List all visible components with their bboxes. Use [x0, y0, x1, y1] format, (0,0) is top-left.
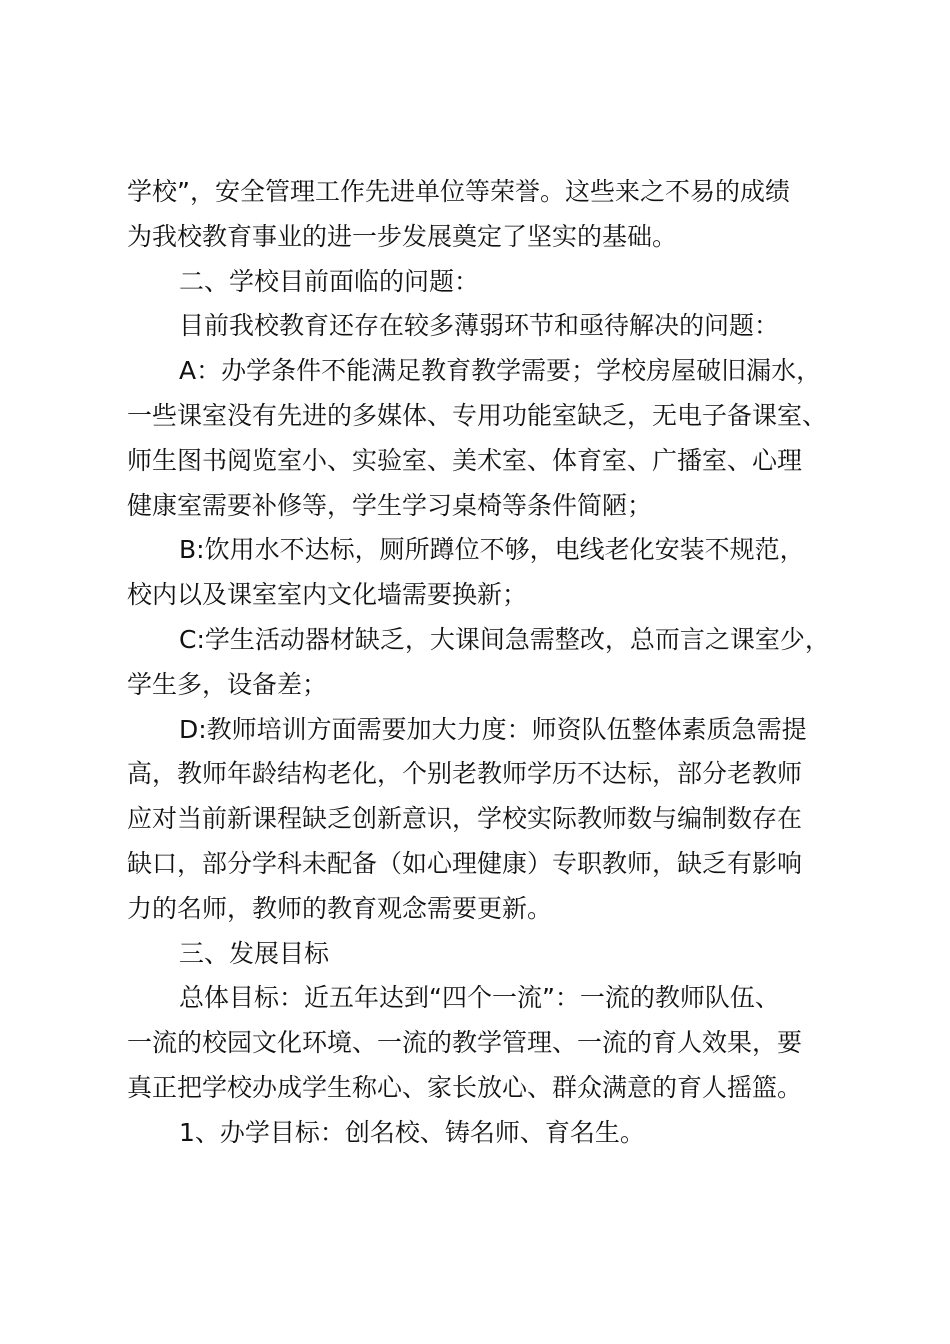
text-line: 真正把学校办成学生称心、家长放心、群众满意的育人摇篮。: [127, 1072, 803, 1102]
text-line: 1、办学目标：创名校、铸名师、育名生。: [179, 1117, 645, 1147]
text-line: 应对当前新课程缺乏创新意识，学校实际教师数与编制数存在: [127, 804, 803, 834]
text-line: 学校”，安全管理工作先进单位等荣誉。这些来之不易的成绩: [127, 177, 790, 206]
text-line: 缺口，部分学科未配备（如心理健康）专职教师，缺乏有影响: [127, 848, 803, 878]
document-body: [127, 170, 842, 1156]
text-line: 健康室需要补修等，学生学习桌椅等条件简陋；: [127, 490, 653, 520]
text-line: 一流的校园文化环境、一流的教学管理、一流的育人效果，要: [127, 1028, 803, 1058]
text-line: 学生多，设备差；: [127, 669, 328, 699]
text-line: 力的名师，教师的教育观念需要更新。: [127, 893, 553, 923]
text-line: 目前我校教育还存在较多薄弱环节和亟待解决的问题：: [179, 311, 780, 341]
text-line: A：办学条件不能满足教育教学需要；学校房屋破旧漏水，: [179, 356, 822, 386]
section-heading: 二、学校目前面临的问题：: [179, 266, 480, 296]
text-line: D:教师培训方面需要加大力度：师资队伍整体素质急需提: [179, 714, 807, 744]
text-line: B:饮用水不达标，厕所蹲位不够，电线老化安装不规范，: [179, 535, 805, 565]
section-heading: 三、发展目标: [179, 938, 330, 968]
text-line: C:学生活动器材缺乏，大课间急需整改，总而言之课室少，: [179, 624, 830, 654]
text-line: 师生图书阅览室小、实验室、美术室、体育室、广播室、心理: [127, 445, 803, 475]
text-line: 一些课室没有先进的多媒体、专用功能室缺乏，无电子备课室、: [127, 400, 828, 430]
text-line: 校内以及课室室内文化墙需要换新；: [127, 580, 528, 610]
text-line: 总体目标：近五年达到“四个一流”：一流的教师队伍、: [179, 983, 780, 1013]
text-line: 为我校教育事业的进一步发展奠定了坚实的基础。: [127, 221, 678, 251]
text-line: 高，教师年龄结构老化，个别老教师学历不达标，部分老教师: [127, 759, 803, 789]
